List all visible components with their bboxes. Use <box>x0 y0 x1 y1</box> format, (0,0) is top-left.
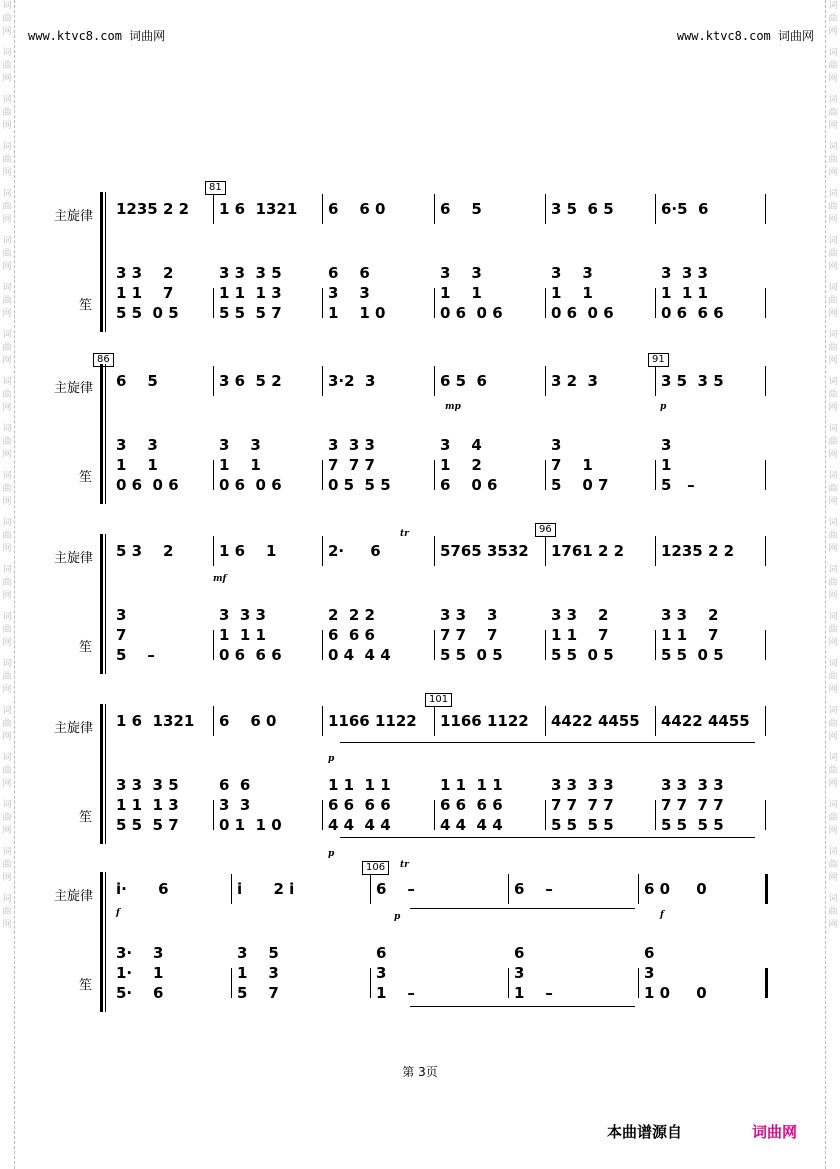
sheng-mid-measure: 1 1 1 3 <box>219 284 282 302</box>
sheng-top-measure: 2 2 2 <box>328 606 375 624</box>
barline <box>434 536 435 566</box>
watermark-text: 词 曲 网 <box>828 612 838 648</box>
barline <box>322 460 323 490</box>
sheng-top-measure: 3 3 3 3 <box>551 776 614 794</box>
sheng-mid-measure: 1 1 1 <box>219 626 266 644</box>
sheng-mid-measure: 7 7 7 <box>440 626 498 644</box>
melody-label: 主旋律 <box>54 381 94 396</box>
melody-measure: 3·2 3 <box>328 372 376 390</box>
sheng-mid-measure: 1 1 1 3 <box>116 796 179 814</box>
watermark-text: 词 曲 网 <box>828 377 838 413</box>
melody-measure: 6 5 <box>116 372 158 390</box>
barline <box>370 968 371 998</box>
barline <box>434 194 435 224</box>
sheng-mid-measure: 6 6 6 <box>328 626 375 644</box>
watermark-text: 词 曲 网 <box>828 753 838 789</box>
watermark-text: 词 曲 网 <box>2 1 12 37</box>
melody-measure: 6 0 0 <box>644 880 707 898</box>
barline <box>545 288 546 318</box>
sheng-mid-measure: 1 <box>661 456 672 474</box>
barline <box>655 800 656 830</box>
sheng-top-measure: 3 3 3 <box>328 436 375 454</box>
barline <box>213 630 214 660</box>
barline <box>213 460 214 490</box>
sheng-top-measure: 3 <box>661 436 672 454</box>
dynamic-mark: f <box>116 908 120 918</box>
sheng-top-measure: 3 3 2 <box>116 264 174 282</box>
sheng-top-measure: 6 <box>376 944 387 962</box>
sheng-bot-measure: 5 0 7 <box>551 476 609 494</box>
barline <box>655 536 656 566</box>
sheng-bot-measure: 5 7 <box>237 984 279 1002</box>
watermark-text: 词 曲 网 <box>828 283 838 319</box>
sheng-top-measure: 6 6 <box>219 776 251 794</box>
watermark-text: 词 曲 网 <box>2 471 12 507</box>
sheng-mid-measure: 7 1 <box>551 456 593 474</box>
sheng-top-measure: 6 6 <box>328 264 370 282</box>
dynamic-mark: p <box>660 402 667 412</box>
measure-number: 96 <box>535 523 556 537</box>
barline <box>638 968 639 998</box>
sheng-top-measure: 3 3 3 5 <box>219 264 282 282</box>
melody-measure: 6 5 6 <box>440 372 487 390</box>
watermark-text: 词 曲 网 <box>828 471 838 507</box>
melody-measure: 1 6 1 <box>219 542 277 560</box>
hairpin <box>410 908 635 909</box>
sheng-bot-measure: 1 – <box>376 984 415 1002</box>
melody-measure: 1235 2 2 <box>661 542 735 560</box>
barline <box>231 968 232 998</box>
site-logo: 词曲网 <box>752 1123 798 1141</box>
sheng-bot-measure: 0 6 6 6 <box>219 646 282 664</box>
sheng-top-measure: 3 3 <box>219 436 261 454</box>
barline <box>508 874 509 904</box>
barline <box>655 460 656 490</box>
sheng-bot-measure: 5 5 0 5 <box>661 646 724 664</box>
watermark-text: 词 曲 网 <box>828 424 838 460</box>
sheng-mid-measure: 7 7 7 7 <box>661 796 724 814</box>
sheng-bot-measure: 1 1 0 <box>328 304 386 322</box>
melody-measure: 1166 1122 <box>328 712 417 730</box>
page-number: 第 3页 <box>402 1065 438 1079</box>
melody-measure: 1761 2 2 <box>551 542 625 560</box>
source-label: 本曲谱源自 <box>607 1123 683 1141</box>
sheng-top-measure: 3 4 <box>440 436 482 454</box>
sheng-bot-measure: 5 5 5 7 <box>219 304 282 322</box>
sheng-mid-measure: 1 3 <box>237 964 279 982</box>
melody-measure: 4422 4455 <box>551 712 640 730</box>
sheng-bot-measure: 5 5 0 5 <box>551 646 614 664</box>
watermark-text: 词 曲 网 <box>828 142 838 178</box>
sheng-mid-measure: 1 1 7 <box>661 626 719 644</box>
watermark-text: 词 曲 网 <box>2 753 12 789</box>
sheng-mid-measure: 1 1 7 <box>551 626 609 644</box>
barline <box>765 874 768 904</box>
watermark-text: 词 曲 网 <box>828 48 838 84</box>
barline <box>322 194 323 224</box>
sheng-bot-measure: 0 4 4 4 <box>328 646 391 664</box>
watermark-text: 词 曲 网 <box>828 189 838 225</box>
barline <box>545 536 546 566</box>
barline <box>370 874 371 904</box>
sheng-mid-measure: 3 <box>514 964 525 982</box>
dynamic-mark: p <box>328 849 335 859</box>
barline <box>231 874 232 904</box>
sheng-bot-measure: 0 6 6 6 <box>661 304 724 322</box>
sheng-bot-measure: 4 4 4 4 <box>328 816 391 834</box>
barline <box>545 800 546 830</box>
measure-number: 101 <box>425 693 452 707</box>
barline <box>213 536 214 566</box>
watermark-text: 词 曲 网 <box>828 565 838 601</box>
sheng-top-measure: 3 3 3 <box>440 606 498 624</box>
sheng-label: 笙 <box>79 470 93 485</box>
dynamic-mark: tr <box>400 529 409 539</box>
melody-measure: 6 5 <box>440 200 482 218</box>
melody-measure: 6 6 0 <box>328 200 386 218</box>
barline <box>213 288 214 318</box>
sheng-top-measure: 3 3 2 <box>661 606 719 624</box>
watermark-text: 词 曲 网 <box>2 283 12 319</box>
sheng-bot-measure: 0 6 0 6 <box>219 476 282 494</box>
watermark-text: 词 曲 网 <box>2 330 12 366</box>
sheng-top-measure: 3 3 3 <box>661 264 708 282</box>
watermark-text: 词 曲 网 <box>2 48 12 84</box>
barline <box>545 630 546 660</box>
watermark-text: 词 曲 网 <box>2 95 12 131</box>
sheng-mid-measure: 1 2 <box>440 456 482 474</box>
sheng-bot-measure: 5 – <box>116 646 155 664</box>
dynamic-mark: mf <box>213 574 227 584</box>
sheng-top-measure: 3 3 3 3 <box>661 776 724 794</box>
watermark-text: 词 曲 网 <box>2 847 12 883</box>
barline <box>765 460 766 490</box>
watermark-text: 词 曲 网 <box>2 565 12 601</box>
melody-measure: 1 6 1321 <box>219 200 298 218</box>
melody-measure: i· 6 <box>116 880 169 898</box>
sheng-top-measure: 3· 3 <box>116 944 164 962</box>
sheng-top-measure: 3 3 3 <box>219 606 266 624</box>
melody-measure: 1166 1122 <box>440 712 529 730</box>
melody-measure: 3 2 3 <box>551 372 598 390</box>
sheng-bot-measure: 0 6 0 6 <box>116 476 179 494</box>
sheng-bot-measure: 5 5 0 5 <box>116 304 179 322</box>
sheng-bot-measure: 0 6 0 6 <box>551 304 614 322</box>
sheng-bot-measure: 1 0 0 <box>644 984 707 1002</box>
sheng-top-measure: 3 5 <box>237 944 279 962</box>
sheng-mid-measure: 1 1 1 <box>661 284 708 302</box>
barline <box>655 288 656 318</box>
sheng-label: 笙 <box>79 298 93 313</box>
barline <box>765 800 766 830</box>
barline <box>638 874 639 904</box>
barline <box>322 536 323 566</box>
sheng-bot-measure: 5 5 0 5 <box>440 646 503 664</box>
watermark-text: 词 曲 网 <box>2 377 12 413</box>
barline <box>434 800 435 830</box>
barline <box>434 460 435 490</box>
sheng-mid-measure: 3 3 <box>328 284 370 302</box>
measure-number: 91 <box>648 353 669 367</box>
barline <box>322 800 323 830</box>
hairpin <box>410 1006 635 1007</box>
melody-measure: 3 6 5 2 <box>219 372 282 390</box>
melody-measure: i 2 i <box>237 880 295 898</box>
melody-measure: 4422 4455 <box>661 712 750 730</box>
dynamic-mark: p <box>328 754 335 764</box>
dynamic-mark: f <box>660 910 664 920</box>
watermark-text: 词 曲 网 <box>828 1 838 37</box>
sheng-bot-measure: 5 5 5 7 <box>116 816 179 834</box>
sheng-mid-measure: 1 1 <box>551 284 593 302</box>
melody-measure: 5765 3532 <box>440 542 529 560</box>
watermark-text: 词 曲 网 <box>828 659 838 695</box>
watermark-text: 词 曲 网 <box>2 659 12 695</box>
watermark-text: 词 曲 网 <box>2 189 12 225</box>
sheng-mid-measure: 1 1 <box>440 284 482 302</box>
barline <box>322 288 323 318</box>
barline <box>508 968 509 998</box>
sheng-top-measure: 3 <box>116 606 127 624</box>
barline <box>213 800 214 830</box>
melody-measure: 6 – <box>376 880 415 898</box>
watermark-text: 词 曲 网 <box>828 330 838 366</box>
watermark-text: 词 曲 网 <box>2 800 12 836</box>
melody-measure: 1235 2 2 <box>116 200 190 218</box>
barline <box>655 630 656 660</box>
barline <box>545 460 546 490</box>
sheng-bot-measure: 5 5 5 5 <box>661 816 724 834</box>
sheng-top-measure: 6 <box>644 944 655 962</box>
sheng-label: 笙 <box>79 810 93 825</box>
sheng-mid-measure: 1 1 <box>116 456 158 474</box>
sheng-label: 笙 <box>79 640 93 655</box>
barline <box>765 194 766 224</box>
barline <box>322 366 323 396</box>
barline <box>322 706 323 736</box>
sheng-top-measure: 3 3 <box>440 264 482 282</box>
melody-measure: 2· 6 <box>328 542 381 560</box>
sheng-bot-measure: 5 5 5 5 <box>551 816 614 834</box>
right-watermark-strip <box>825 0 840 1169</box>
barline <box>213 366 214 396</box>
sheng-top-measure: 3 3 3 5 <box>116 776 179 794</box>
dynamic-mark: p <box>394 912 401 922</box>
barline <box>322 630 323 660</box>
barline <box>213 194 214 224</box>
sheng-top-measure: 3 <box>551 436 562 454</box>
sheng-mid-measure: 7 7 7 <box>328 456 375 474</box>
watermark-text: 词 曲 网 <box>2 142 12 178</box>
barline <box>765 536 766 566</box>
dynamic-mark: mp <box>445 402 461 412</box>
melody-measure: 5 3 2 <box>116 542 174 560</box>
barline <box>655 194 656 224</box>
watermark-text: 词 曲 网 <box>2 424 12 460</box>
barline <box>765 630 766 660</box>
sheng-mid-measure: 1 1 <box>219 456 261 474</box>
melody-label: 主旋律 <box>54 721 94 736</box>
watermark-text: 词 曲 网 <box>2 612 12 648</box>
sheng-mid-measure: 1 1 7 <box>116 284 174 302</box>
sheng-top-measure: 3 3 <box>116 436 158 454</box>
barline <box>765 366 766 396</box>
left-watermark-strip <box>0 0 15 1169</box>
measure-number: 81 <box>205 181 226 195</box>
sheng-mid-measure: 1· 1 <box>116 964 164 982</box>
header-left-site: www.ktvc8.com 词曲网 <box>28 29 166 43</box>
melody-measure: 6·5 6 <box>661 200 709 218</box>
sheng-top-measure: 1 1 1 1 <box>440 776 503 794</box>
measure-number: 106 <box>362 861 389 875</box>
sheng-mid-measure: 3 <box>376 964 387 982</box>
hairpin <box>340 837 755 838</box>
barline <box>655 366 656 396</box>
sheng-label: 笙 <box>79 978 93 993</box>
melody-measure: 3 5 6 5 <box>551 200 614 218</box>
sheng-bot-measure: 5 – <box>661 476 695 494</box>
melody-measure: 6 6 0 <box>219 712 277 730</box>
barline <box>545 706 546 736</box>
barline <box>434 288 435 318</box>
sheng-bot-measure: 0 5 5 5 <box>328 476 391 494</box>
sheng-mid-measure: 6 6 6 6 <box>440 796 503 814</box>
melody-measure: 1 6 1321 <box>116 712 195 730</box>
barline <box>655 706 656 736</box>
sheng-mid-measure: 7 <box>116 626 127 644</box>
hairpin <box>340 742 755 743</box>
barline <box>545 194 546 224</box>
sheng-bot-measure: 0 1 1 0 <box>219 816 282 834</box>
watermark-text: 词 曲 网 <box>2 706 12 742</box>
melody-label: 主旋律 <box>54 889 94 904</box>
watermark-text: 词 曲 网 <box>2 894 12 930</box>
barline <box>434 706 435 736</box>
barline <box>765 288 766 318</box>
sheng-bot-measure: 5· 6 <box>116 984 164 1002</box>
header-right-site: www.ktvc8.com 词曲网 <box>676 29 814 43</box>
watermark-text: 词 曲 网 <box>828 894 838 930</box>
sheng-bot-measure: 1 – <box>514 984 553 1002</box>
dynamic-mark: tr <box>400 860 409 870</box>
system-brace <box>100 192 103 332</box>
watermark-text: 词 曲 网 <box>828 847 838 883</box>
barline <box>434 630 435 660</box>
melody-label: 主旋律 <box>54 551 94 566</box>
watermark-text: 词 曲 网 <box>2 518 12 554</box>
system-brace <box>100 704 103 844</box>
barline <box>213 706 214 736</box>
sheng-mid-measure: 3 <box>644 964 655 982</box>
watermark-text: 词 曲 网 <box>828 706 838 742</box>
sheng-bot-measure: 0 6 0 6 <box>440 304 503 322</box>
sheng-mid-measure: 3 3 <box>219 796 251 814</box>
barline <box>765 968 768 998</box>
system-brace <box>100 364 103 504</box>
sheng-top-measure: 3 3 2 <box>551 606 609 624</box>
sheng-top-measure: 6 <box>514 944 525 962</box>
sheng-mid-measure: 7 7 7 7 <box>551 796 614 814</box>
sheng-top-measure: 1 1 1 1 <box>328 776 391 794</box>
watermark-text: 词 曲 网 <box>2 236 12 272</box>
melody-measure: 6 – <box>514 880 553 898</box>
measure-number: 86 <box>93 353 114 367</box>
barline <box>765 706 766 736</box>
melody-measure: 3 5 3 5 <box>661 372 724 390</box>
system-brace <box>100 872 103 1012</box>
watermark-text: 词 曲 网 <box>828 95 838 131</box>
melody-label: 主旋律 <box>54 209 94 224</box>
barline <box>434 366 435 396</box>
sheng-bot-measure: 4 4 4 4 <box>440 816 503 834</box>
watermark-text: 词 曲 网 <box>828 236 838 272</box>
sheng-bot-measure: 6 0 6 <box>440 476 498 494</box>
system-brace <box>100 534 103 674</box>
sheng-mid-measure: 6 6 6 6 <box>328 796 391 814</box>
sheng-top-measure: 3 3 <box>551 264 593 282</box>
watermark-text: 词 曲 网 <box>828 518 838 554</box>
barline <box>545 366 546 396</box>
watermark-text: 词 曲 网 <box>828 800 838 836</box>
